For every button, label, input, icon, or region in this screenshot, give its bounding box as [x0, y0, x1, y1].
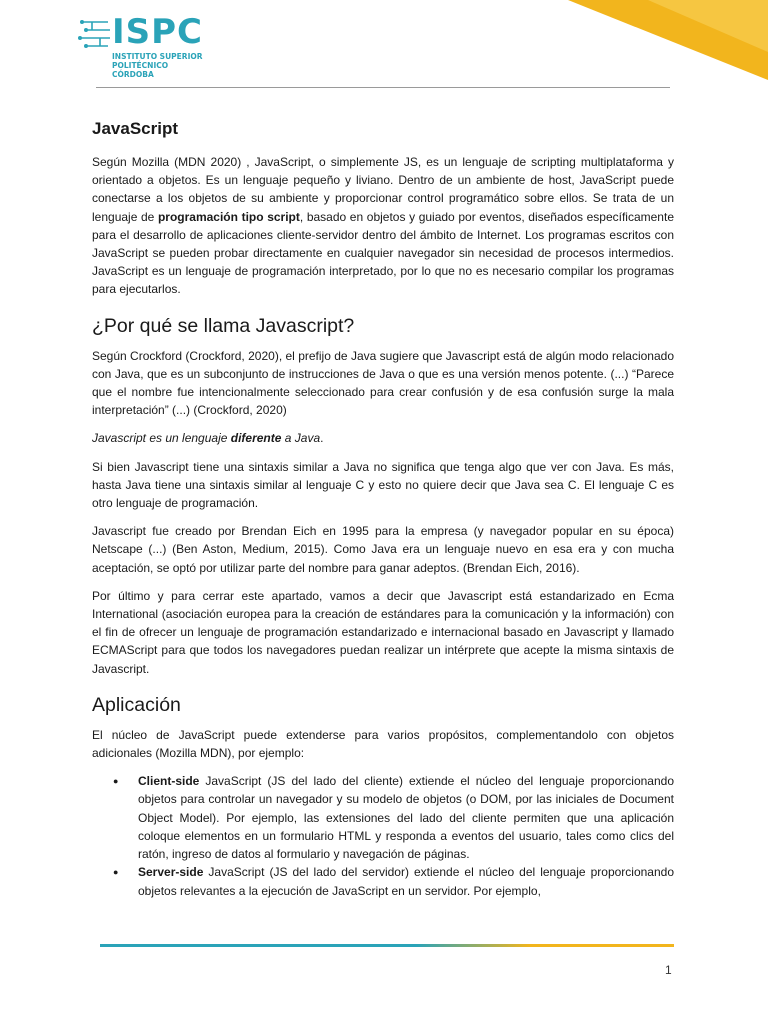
aplicacion-paragraph: El núcleo de JavaScript puede extenderse para varios propósitos, complementandolo con objetos adicionales (Mozilla MDN), por ejemplo: — [92, 727, 674, 761]
intro-paragraph — [92, 153, 674, 299]
history-paragraph: Javascript fue creado por Brendan Eich en 1995 para la empresa (y navegador popular en su época) Netscape (...) (Ben Aston, Medium, 2015). Como Java era un lenguaje nuevo en esa era y con mucha aceptación, se optó por utilizar parte del nombre para ganar adeptos. (Brendan Eich, 2016). — [92, 524, 674, 575]
logo-subtitle-line2: POLITÉCNICO CÓRDOBA — [112, 61, 169, 79]
section-heading-aplicacion: Aplicación — [92, 693, 181, 716]
bullet-list — [92, 772, 674, 899]
logo-subtitle-line1: INSTITUTO SUPERIOR — [112, 52, 203, 61]
circuit-logo-icon — [78, 16, 114, 56]
italic-statement — [92, 429, 674, 447]
logo-wordmark: ISPC — [112, 12, 204, 52]
italic-statement-period: . — [320, 431, 324, 446]
italic-statement-end: a Java — [281, 431, 321, 446]
bullet-lead: Client-side — [138, 774, 200, 789]
italic-statement-start: Javascript es un lenguaje — [92, 431, 231, 446]
bullet-lead: Server-side — [138, 865, 204, 880]
list-item — [138, 863, 674, 899]
document-title: JavaScript — [92, 119, 178, 138]
ispc-logo — [78, 12, 208, 79]
bullet-text: JavaScript (JS del lado del cliente) extiende el núcleo del lenguaje proporcionando objetos para controlar un navegador y su modelo de objetos (o DOM, por las iniciales de Document Object Model). Por ejemplo, las extensiones del lado del cliente permiten que una aplicación coloque elementos en un formulario HTML y responda a eventos del usuario, tales como clics del ratón, ingreso de datos al formulario y navegación de páginas. — [138, 774, 674, 862]
logo-subtitle — [112, 52, 212, 79]
list-item — [138, 772, 674, 863]
intro-text-1: Según Mozilla (MDN 2020) , JavaScript, o simplemente JS, es un lenguaje de scripting multiplataforma y orientado a objetos. Es un lenguaje pequeño y liviano. Dentro de un ambiente de host, JavaScript puede conectarse a los objetos de su ambiente y proporcionar control programático sobre ellos. Se trata de un lenguaje de — [92, 155, 674, 224]
bullet-text: JavaScript (JS del lado del servidor) extiende el núcleo del lenguaje proporcionando objetos relevantes a la ejecución de JavaScript en un servidor. Por ejemplo, — [138, 865, 674, 898]
syntax-paragraph: Si bien Javascript tiene una sintaxis similar a Java no significa que tenga algo que ver con Java. Es más, hasta Java tiene una sintaxis similar al lenguaje C y esto no quiere decir que Java sea C. El lenguaje C es otro lenguaje de programación. — [92, 459, 674, 511]
intro-bold-term: programación tipo script — [157, 209, 300, 224]
section-heading-por-que: ¿Por qué se llama Javascript? — [92, 314, 355, 337]
intro-text-2: , basado en objetos y guiado por eventos, diseñados específicamente para el desarrollo de aplicaciones cliente-servidor dentro del ámbito de Internet. Los programas escritos con JavaScript se pueden probar directamente en cualquier navegador sin necesidad de procesos intermedios. JavaScript es un lenguaje de programación interpretado, por lo que no es necesario compilar los programas para ejecutarlos. — [92, 209, 674, 297]
corner-decoration — [508, 0, 768, 80]
crockford-paragraph: Según Crockford (Crockford, 2020), el prefijo de Java sugiere que Javascript está de algún modo relacionado con Java, que es un subconjunto de instrucciones de Java o que es una versión menos potente. (...) “Parece que el nombre fue intencionalmente seleccionado para crear confusión y de esa confusión surge la mala interpretación” (...) (Crockford, 2020) — [92, 348, 674, 418]
ecma-paragraph: Por último y para cerrar este apartado, vamos a decir que Javascript está estandarizado en Ecma International (asociación europea para la creación de estándares para la comunicación y la información) con el fin de ofrecer un lenguaje de programación estandarizado e internacional basado en Javascript y llamado ECMAScript para que todos los navegadores puedan realizar un intérprete que acepte la misma sintaxis de Javascript. — [92, 588, 674, 676]
footer-divider — [100, 944, 674, 947]
page-number: 1 — [665, 963, 672, 977]
document-body — [92, 114, 674, 900]
header-divider — [96, 87, 670, 88]
italic-statement-bold: diferente — [230, 431, 282, 446]
